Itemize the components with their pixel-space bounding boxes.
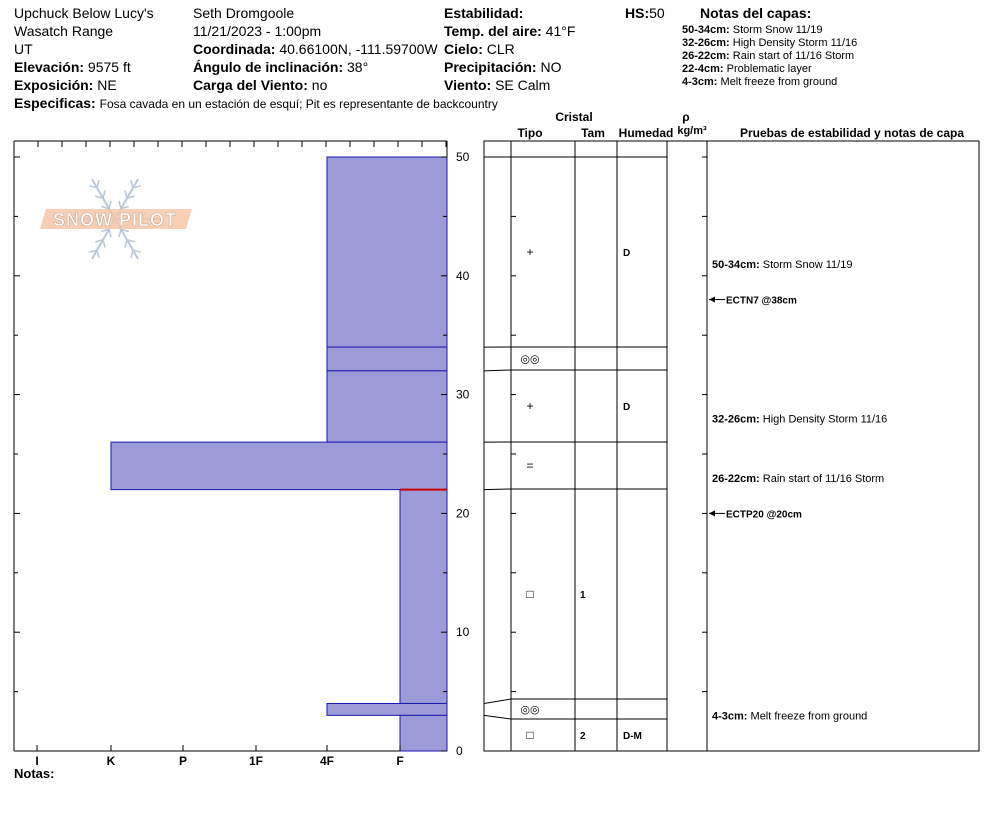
specifics-value: Fosa cavada en un estación de esquí; Pit es representante de backcountry	[99, 97, 498, 111]
aspect-value: NE	[97, 77, 117, 93]
hardness-bar-4	[400, 490, 447, 704]
type-header: Tipo	[517, 126, 543, 140]
observer: Seth Dromgoole	[193, 5, 295, 21]
hardness-label-K: K	[106, 754, 116, 768]
precip-label: Precipitación:	[444, 59, 537, 75]
elevation-value: 9575 ft	[87, 59, 131, 75]
layer-note-range: 32-26cm:	[682, 37, 730, 49]
crystal-header: Cristal	[555, 110, 593, 124]
arrow-head-icon	[709, 297, 715, 303]
depth-connector-line	[484, 370, 511, 371]
layer-moisture: D	[623, 402, 631, 413]
air-temp-label: Temp. del aire:	[444, 23, 542, 39]
hardness-label-F: F	[396, 754, 404, 768]
depth-tick-label: 40	[456, 268, 470, 283]
hardness-bar-3	[111, 442, 447, 490]
precipitation-particles-icon: +	[526, 399, 534, 413]
hardness-bar-1	[327, 347, 447, 371]
layer-comment	[712, 710, 867, 722]
layer-moisture: D	[623, 248, 631, 259]
layer-comment-text: Storm Snow 11/19	[759, 258, 853, 271]
wind-label: Viento:	[444, 77, 492, 93]
faceted-crystals-icon: □	[526, 728, 534, 742]
wind-load-value: no	[311, 77, 328, 93]
layer-comment-text: Melt freeze from ground	[747, 710, 868, 723]
coord-value: 40.66100N, -111.59700W	[279, 41, 438, 57]
layer-comment-text: Rain start of 11/16 Storm	[759, 472, 885, 485]
hardness-bar-0	[327, 157, 447, 347]
melt-forms-icon: ◎◎	[520, 353, 540, 366]
slope-value: 38°	[347, 59, 369, 75]
sky-label: Cielo:	[444, 41, 483, 57]
layer-note-text: Storm Snow 11/19	[729, 24, 823, 36]
mountain-range: Wasatch Range	[14, 23, 114, 39]
density-unit-header: kg/m³	[677, 125, 707, 137]
faceted-crystals-icon: □	[526, 587, 534, 601]
arrow-head-icon	[709, 510, 715, 516]
stability-label: Estabilidad:	[444, 5, 524, 21]
state: UT	[14, 41, 33, 57]
hs-value: 50	[649, 5, 665, 21]
precip-value: NO	[540, 59, 562, 75]
hardness-label-I: I	[35, 754, 39, 768]
sky-value: CLR	[486, 41, 515, 57]
rho-header: ρ	[682, 110, 690, 124]
wind-value: SE Calm	[495, 77, 551, 93]
layer-note-text: High Density Storm 11/16	[729, 37, 858, 49]
elevation-label: Elevación:	[14, 59, 85, 75]
layer-note-text: Problematic layer	[723, 63, 812, 75]
depth-connector-line	[484, 699, 511, 703]
depth-tick-label: 30	[456, 387, 470, 402]
layer-moisture: D-M	[623, 731, 642, 742]
layer-size: 2	[580, 731, 586, 742]
slope-label: Ángulo de inclinación:	[193, 59, 344, 75]
coord-label: Coordinada:	[193, 41, 276, 57]
depth-tick-label: 50	[456, 150, 470, 164]
hardness-bar-5	[327, 703, 447, 715]
hardness-bar-6	[400, 715, 447, 751]
hardness-label-P: P	[178, 754, 188, 768]
layer-comment-range: 32-26cm:	[712, 413, 760, 426]
layer-comment-range: 4-3cm:	[712, 710, 748, 723]
stability-test-label: ECTN7 @38cm	[726, 295, 797, 307]
notes-label: Notas:	[14, 766, 55, 781]
layer-comment	[712, 413, 887, 425]
specifics-label: Especificas:	[14, 95, 96, 111]
aspect-label: Exposición:	[14, 77, 94, 93]
layer-comment-range: 50-34cm:	[712, 258, 760, 271]
depth-connector-line	[484, 715, 511, 719]
location: Upchuck Below Lucy's	[14, 5, 154, 21]
depth-tick-label: 0	[456, 744, 463, 758]
precipitation-particles-icon: +	[526, 245, 534, 259]
datetime: 11/21/2023 - 1:00pm	[193, 23, 322, 39]
tests-header: Pruebas de estabilidad y notas de capa	[739, 126, 965, 140]
layer-note-range: 4-3cm:	[682, 76, 718, 88]
size-header: Tam	[581, 126, 605, 140]
layer-size: 1	[580, 590, 586, 601]
rounded-grains-icon: =	[526, 458, 534, 473]
layer-notes-title: Notas del capas:	[700, 5, 812, 21]
hs-label: HS:	[625, 5, 650, 21]
logo-text: SNOW PILOT	[53, 210, 177, 230]
air-temp-value: 41°F	[545, 23, 576, 39]
layer-note-range: 26-22cm:	[682, 50, 730, 62]
layer-comment-text: High Density Storm 11/16	[759, 413, 888, 426]
layer-comment	[712, 473, 884, 485]
moisture-header: Humedad	[618, 126, 674, 140]
layer-comment-range: 26-22cm:	[712, 472, 760, 485]
layer-note-range: 22-4cm:	[682, 63, 724, 75]
depth-connector-line	[484, 489, 511, 490]
melt-forms-icon: ◎◎	[520, 704, 540, 716]
wind-load-label: Carga del Viento:	[193, 77, 308, 93]
layer-note-range: 50-34cm:	[682, 24, 730, 36]
depth-tick-label: 10	[456, 625, 470, 640]
hardness-bar-2	[327, 371, 447, 442]
layer-table-frame	[484, 141, 979, 751]
layer-note-text: Rain start of 11/16 Storm	[729, 50, 855, 62]
depth-tick-label: 20	[456, 506, 470, 521]
hardness-label-4F: 4F	[319, 754, 335, 768]
layer-note-text: Melt freeze from ground	[717, 76, 838, 88]
hardness-label-1F: 1F	[248, 754, 264, 768]
layer-comment	[712, 259, 852, 271]
stability-test-label: ECTP20 @20cm	[726, 509, 802, 521]
